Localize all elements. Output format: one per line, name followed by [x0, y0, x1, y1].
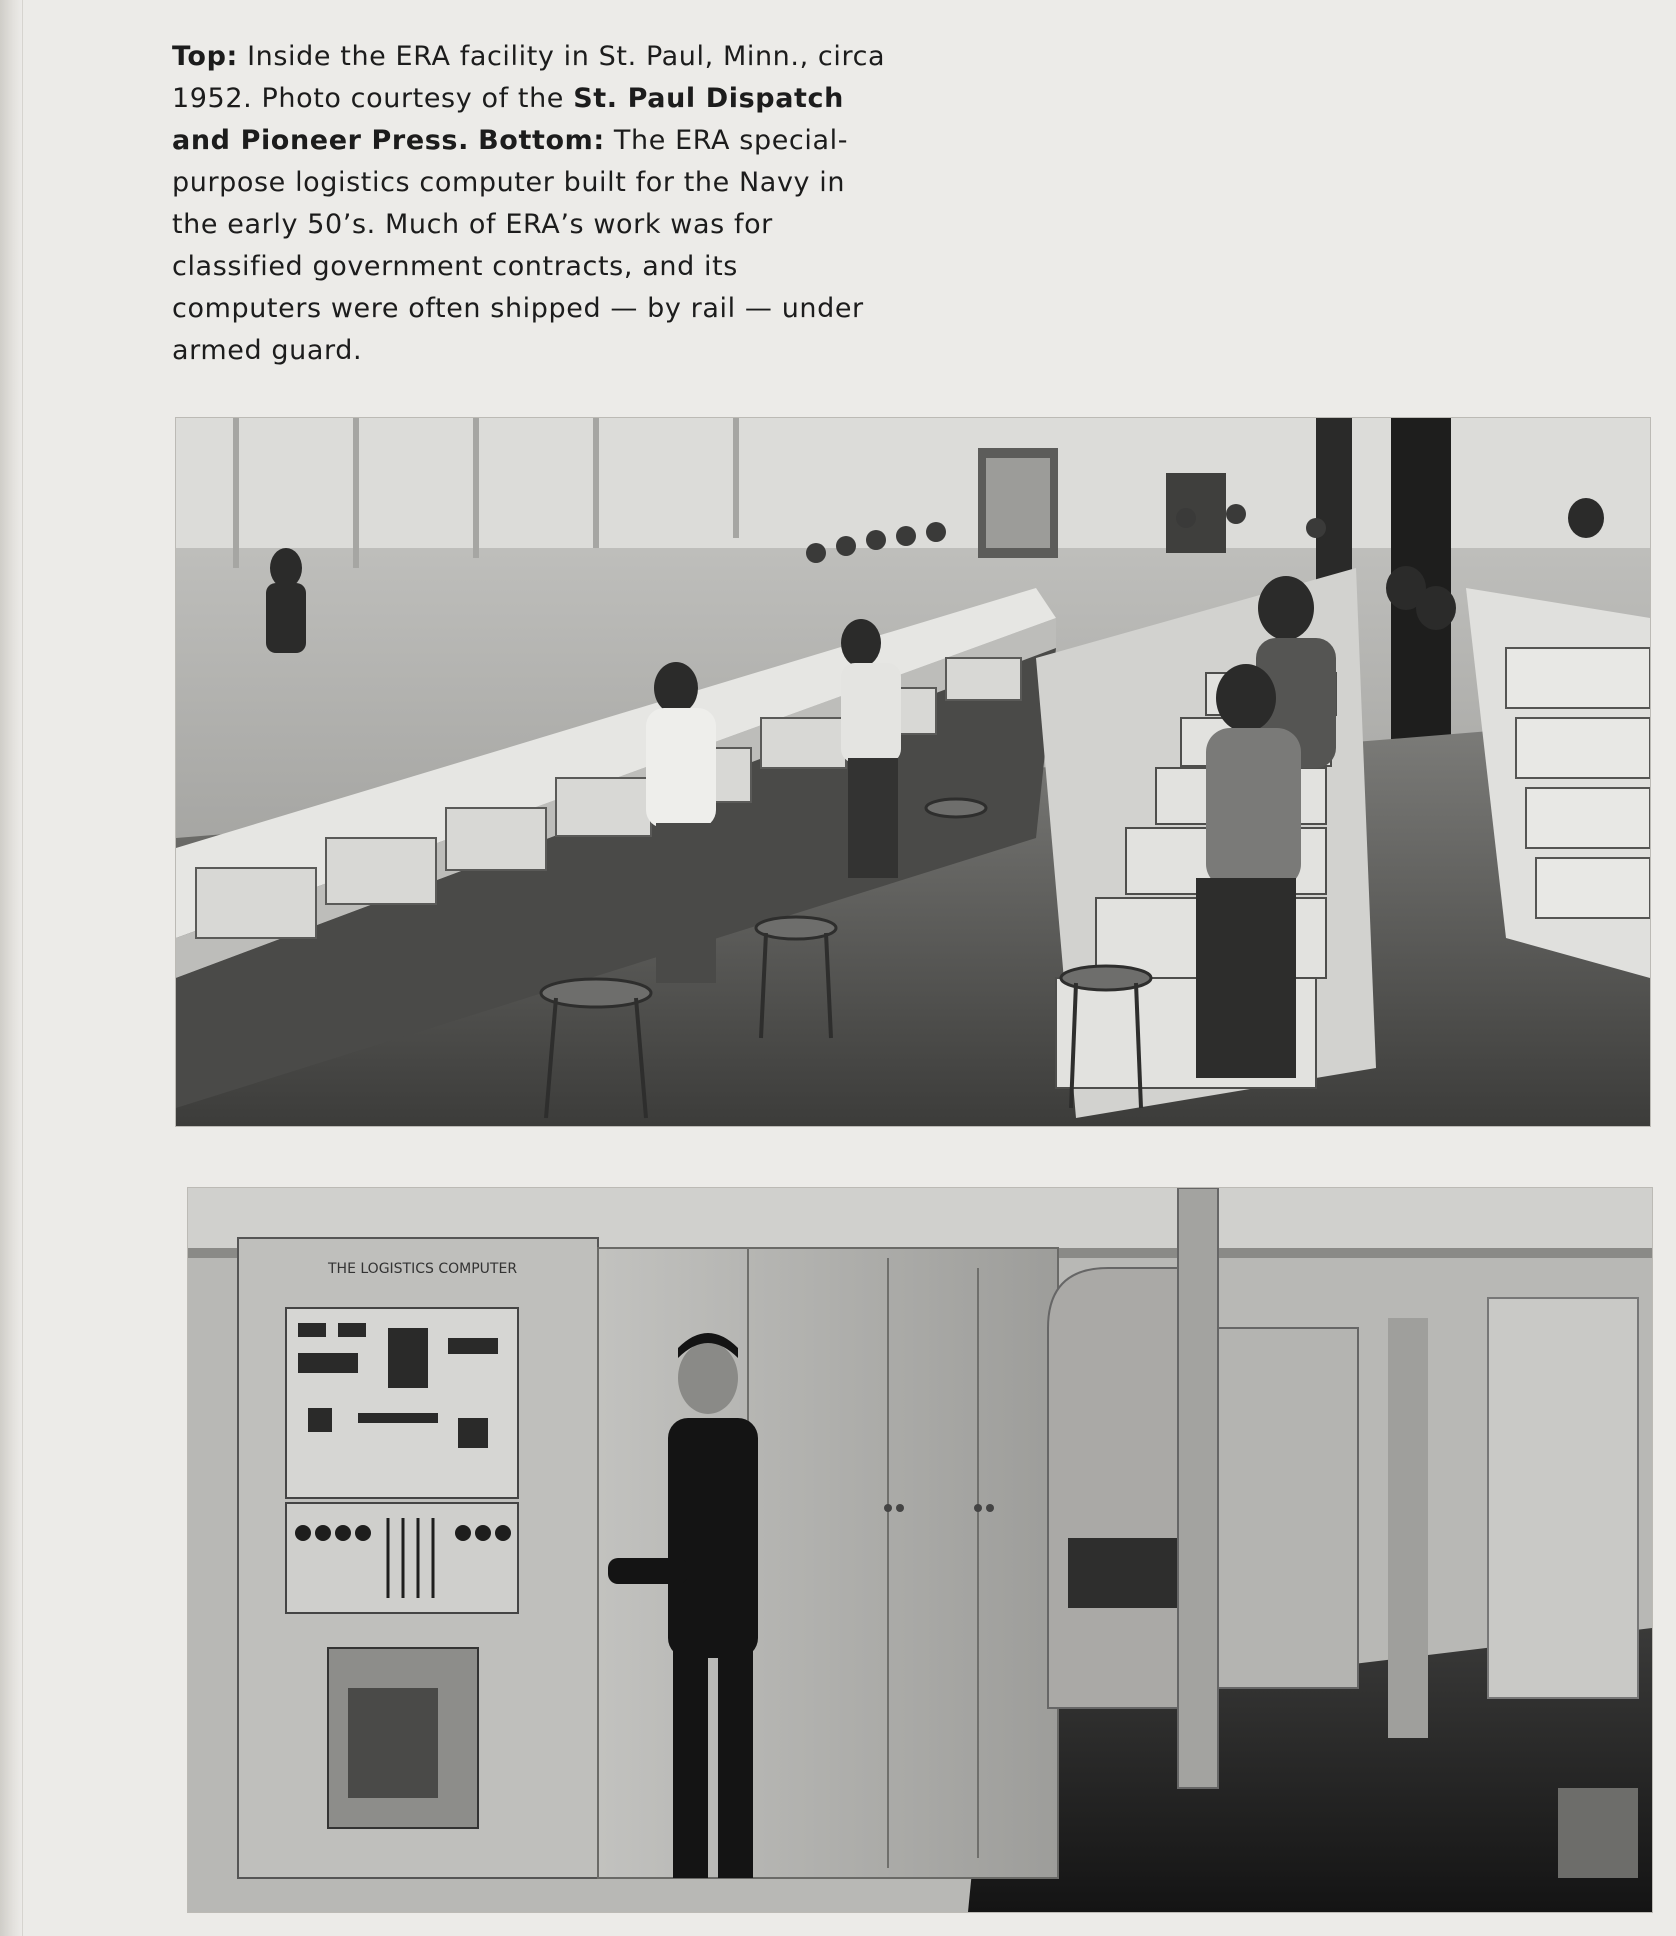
top-photo-era-facility [176, 418, 1650, 1126]
caption-credit: St. Paul Dispatch and Pioneer Press. [172, 83, 844, 156]
bottom-photo-logistics-computer [188, 1188, 1652, 1912]
caption-top-label: Top: [172, 41, 238, 72]
caption-bottom-text: The ERA special-purpose logistics computer built for the Navy in the early 50’s. Much of ERA’s work was for classified government contracts, and its computers were often shipped — by rail — under armed guard. [172, 125, 864, 366]
caption-bottom-label: Bottom: [478, 125, 605, 156]
photo-caption [172, 36, 892, 372]
console-nameplate: THE LOGISTICS COMPUTER [328, 1261, 518, 1277]
caption-top-text: Inside the ERA facility in St. Paul, Minn., circa 1952. Photo courtesy of the [172, 41, 886, 114]
page-binding-edge [0, 0, 23, 1936]
